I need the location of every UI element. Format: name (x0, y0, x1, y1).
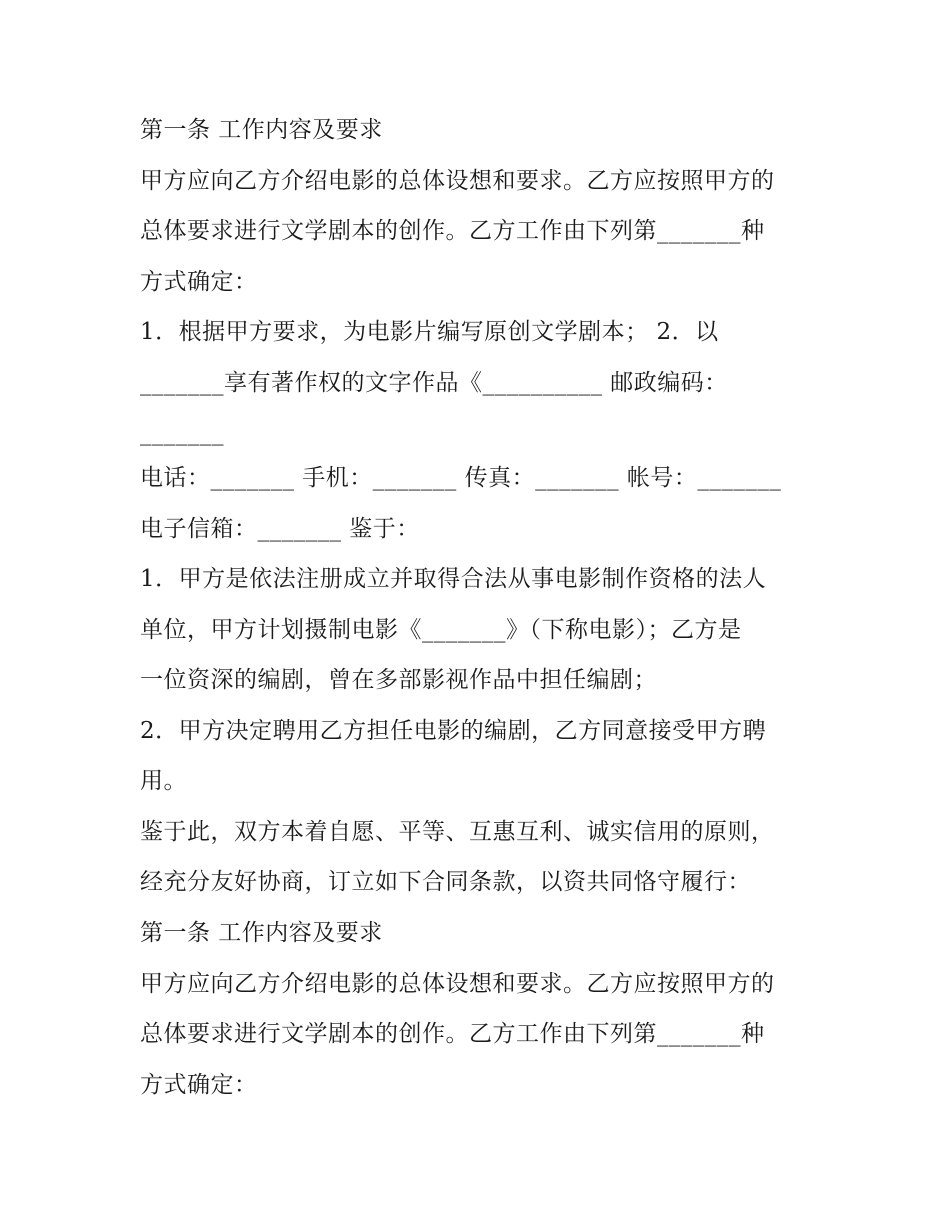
paragraph-line: _______ (140, 420, 224, 446)
paragraph-line: _______享有著作权的文字作品《__________ 邮政编码： (140, 370, 728, 396)
contact-line: 电话：_______ 手机：_______ 传真：_______ 帐号：_______ (140, 465, 782, 491)
paragraph-line: 方式确定： (140, 269, 258, 295)
paragraph-line: 方式确定： (140, 1072, 258, 1098)
paragraph-line: 用。 (140, 768, 187, 794)
section-heading: 第一条 工作内容及要求 (140, 117, 383, 143)
paragraph-line: 经充分友好协商，订立如下合同条款，以资共同恪守履行： (140, 869, 751, 895)
paragraph-line: 甲方应向乙方介绍电影的总体设想和要求。乙方应按照甲方的 (140, 168, 775, 194)
section-heading: 第一条 工作内容及要求 (140, 920, 383, 946)
paragraph-line: 单位，甲方计划摄制电影《_______》（下称电影）；乙方是 (140, 617, 742, 643)
paragraph-line: 一位资深的编剧，曾在多部影视作品中担任编剧； (140, 667, 657, 693)
paragraph-line: 电子信箱：_______ 鉴于： (140, 516, 420, 542)
paragraph-line: 总体要求进行文学剧本的创作。乙方工作由下列第_______种 (140, 218, 765, 244)
paragraph-line: 鉴于此，双方本着自愿、平等、互惠互利、诚实信用的原则， (140, 819, 775, 845)
paragraph-line: 2．甲方决定聘用乙方担任电影的编剧，乙方同意接受甲方聘 (140, 718, 767, 744)
paragraph-line: 1．甲方是依法注册成立并取得合法从事电影制作资格的法人 (140, 566, 767, 592)
paragraph-line: 甲方应向乙方介绍电影的总体设想和要求。乙方应按照甲方的 (140, 971, 775, 997)
paragraph-line: 1．根据甲方要求，为电影片编写原创文学剧本； 2．以 (140, 319, 719, 345)
paragraph-line: 总体要求进行文学剧本的创作。乙方工作由下列第_______种 (140, 1021, 765, 1047)
